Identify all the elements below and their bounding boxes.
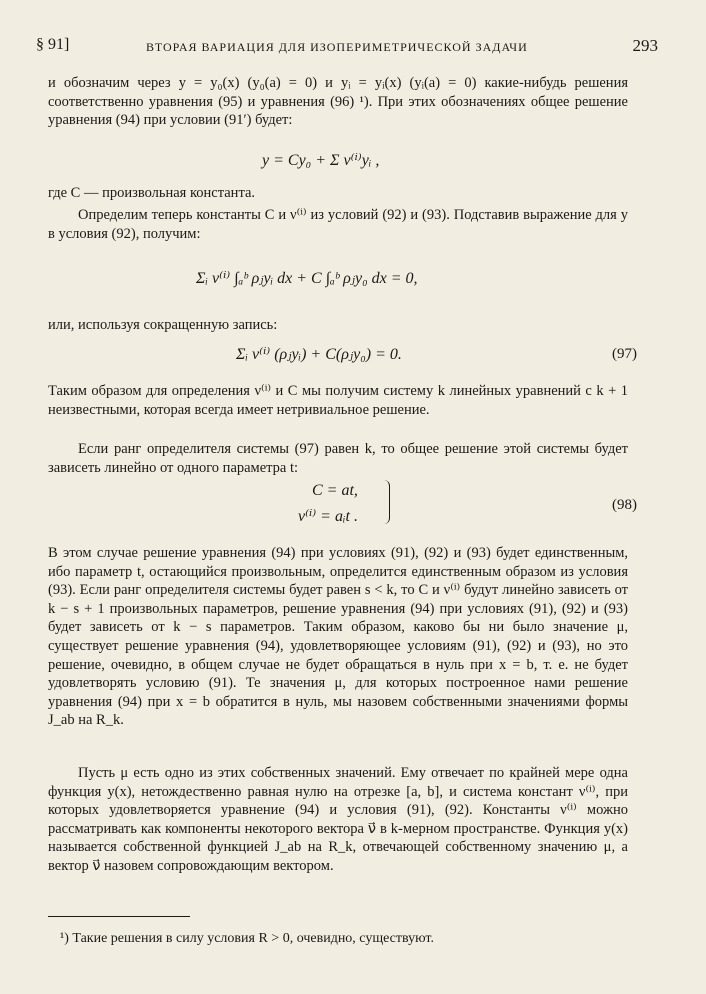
paragraph-linear-system: Таким образом для определения ν⁽ⁱ⁾ и C мы получим систему k линейных уравнений с k + 1 неизвестными, которая всегда имеет нетривиальное решение.: [48, 383, 628, 418]
footnote-rule: [48, 916, 190, 917]
paragraph-rank-k: Если ранг определителя системы (97) равен k, то общее решение этой системы будет зависеть линейно от одного параметра t:: [48, 441, 628, 476]
equation-number-97: (97): [612, 346, 637, 362]
paragraph-constant: где C — произвольная константа.: [48, 185, 256, 201]
paragraph-uniqueness: В этом случае решение уравнения (94) при условиях (91), (92) и (93) будет единственным, ибо параметр t, остающийся произвольным, определится единственным образом из условия (93). Если ранг определителя системы будет равен s < k, то C и ν⁽ⁱ⁾ будут линейно зависеть от k − s + 1 произвольных параметров, решение уравнения (94) при условиях (91), (92) и (93) будет зависеть от k − s параметров. Таким образом, каково бы ни было значение μ, существует решение уравнения (94), удовлетворяющее условиям (91), (92) и (93), но это решение, очевидно, в общем случае не будет обращаться в нуль при x = b, т. е. не будет удовлетворять условию (91). Те значения μ, для которых построенное нами решение уравнения (94) при x = b обратится в нуль, мы назовем собственными значениями формы J_ab на R_k.: [48, 545, 628, 729]
section-marker: § 91]: [36, 36, 70, 53]
equation-97: Σᵢ ν⁽ⁱ⁾ (ρⱼyᵢ) + C(ρⱼy₀) = 0.: [236, 346, 402, 363]
equation-integral-conditions: Σᵢ ν⁽ⁱ⁾ ∫ₐᵇ ρⱼyᵢ dx + C ∫ₐᵇ ρⱼy₀ dx = 0,: [196, 270, 418, 287]
paragraph-determine-constants: Определим теперь константы C и ν⁽ⁱ⁾ из условий (92) и (93). Подставив выражение для y в условия (92), получим:: [48, 207, 628, 242]
footnote: ¹) Такие решения в силу условия R > 0, очевидно, существуют.: [60, 931, 434, 946]
equation-number-98: (98): [612, 497, 637, 513]
running-title: ВТОРАЯ ВАРИАЦИЯ ДЛЯ ИЗОПЕРИМЕТРИЧЕСКОЙ ЗАДАЧИ: [146, 40, 528, 54]
paragraph-eigenvalue: Пусть μ есть одно из этих собственных значений. Ему отвечает по крайней мере одна функция y(x), нетождественно равная нулю на отрезке [a, b], и система констант ν⁽ⁱ⁾, при которых удовлетворяется уравнение (94) и условия (91), (92). Константы ν⁽ⁱ⁾ можно рассматривать как компоненты некоторого вектора ν⃗ в k-мерном пространстве. Функция y(x) называется собственной функцией J_ab на R_k, отвечающей собственному значению μ, а вектор ν⃗ назовем сопровождающим вектором.: [48, 765, 628, 874]
paragraph-short-notation: или, используя сокращенную запись:: [48, 317, 278, 333]
page-number: 293: [632, 36, 658, 55]
paragraph-intro: и обозначим через y = y₀(x) (y₀(a) = 0) и yᵢ = yᵢ(x) (yᵢ(a) = 0) какие-нибудь решения соответственно уравнения (95) и уравнения (96) ¹). При этих обозначениях общее решение уравнения (94) при условии (91′) будет:: [48, 75, 628, 129]
equation-98-brace: [383, 480, 390, 524]
equation-general-solution: y = Cy₀ + Σ ν⁽ⁱ⁾yᵢ ,: [262, 152, 380, 169]
equation-98-line-2: ν⁽ⁱ⁾ = aᵢt .: [298, 508, 358, 525]
equation-98-line-1: C = at,: [312, 482, 358, 499]
